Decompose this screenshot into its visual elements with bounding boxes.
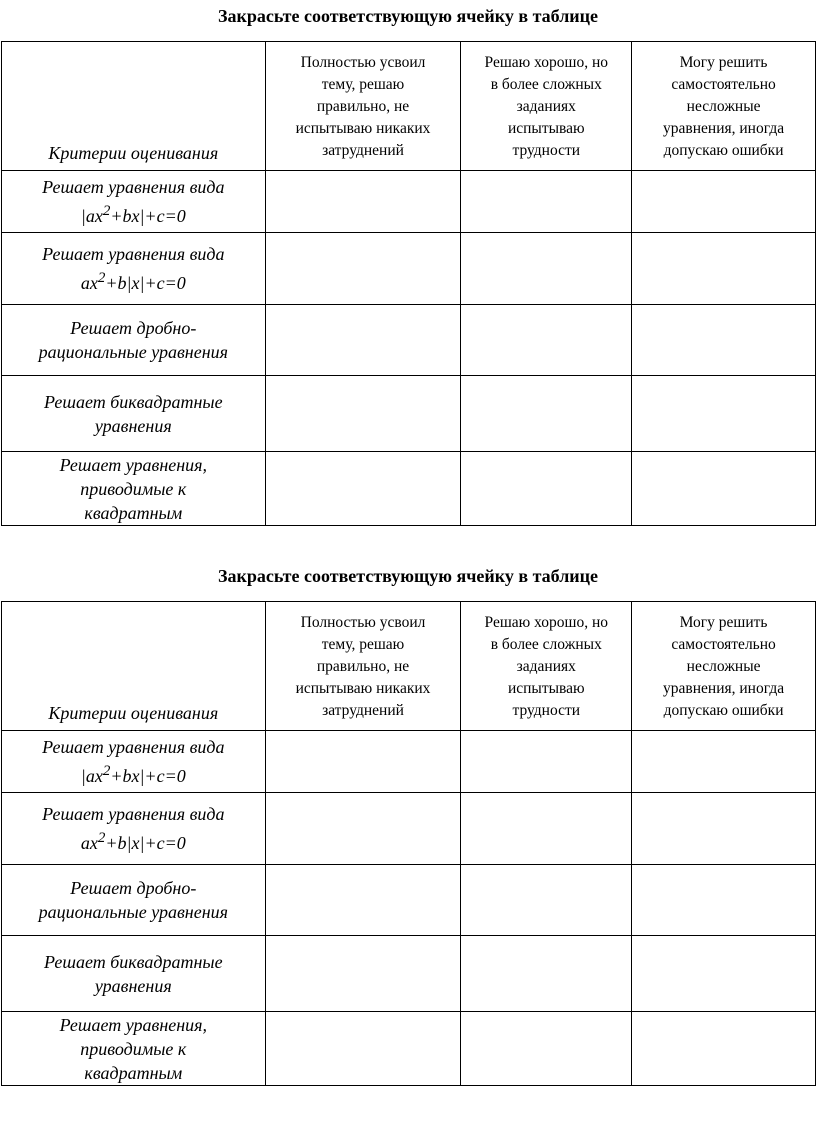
header-line: правильно, не [316, 98, 410, 115]
equation-part: +bx|+c=0 [110, 766, 186, 786]
equation-part: +b|x|+c=0 [105, 833, 186, 853]
mark-cell[interactable] [461, 305, 632, 376]
equation-part: ax [80, 833, 98, 853]
table-row [2, 731, 816, 793]
header-line: допускаю ошибки [663, 702, 784, 719]
column-header-good [461, 602, 632, 731]
table-1-title: Закрасьте соответствующую ячейку в таблице [217, 6, 599, 26]
criterion-cell [2, 731, 266, 793]
criterion-cell [2, 865, 266, 936]
mark-cell[interactable] [265, 452, 461, 526]
header-line: испытываю [507, 680, 585, 697]
criterion-line: квадратным [84, 1062, 183, 1083]
table-2-title: Закрасьте соответствующую ячейку в таблице [217, 566, 599, 586]
header-line: испытываю никаких [295, 680, 431, 697]
criterion-cell [2, 376, 266, 452]
mark-cell[interactable] [461, 936, 632, 1012]
header-line: затруднений [322, 702, 404, 719]
header-line: допускаю ошибки [663, 142, 784, 159]
column-header-basic [632, 602, 816, 731]
criterion-cell [2, 1012, 266, 1086]
mark-cell[interactable] [265, 865, 461, 936]
criterion-line: квадратным [84, 502, 183, 523]
equation-part: |ax [80, 766, 103, 786]
criterion-line: Решает биквадратные [44, 391, 223, 412]
header-line: трудности [512, 142, 581, 159]
header-row [2, 602, 816, 731]
mark-cell[interactable] [632, 731, 816, 793]
header-line: заданиях [516, 98, 576, 115]
mark-cell[interactable] [461, 233, 632, 305]
mark-cell[interactable] [265, 171, 461, 233]
table-row [2, 171, 816, 233]
table-row [2, 1012, 816, 1086]
exponent: 2 [102, 763, 111, 779]
criterion-line: Решает уравнения, [59, 454, 208, 475]
mark-cell[interactable] [265, 793, 461, 865]
criterion-cell [2, 793, 266, 865]
table-row [2, 793, 816, 865]
exponent: 2 [97, 830, 106, 846]
criterion-cell [2, 936, 266, 1012]
exponent: 2 [97, 270, 106, 286]
criterion-line: Решает уравнения вида [42, 804, 225, 824]
mark-cell[interactable] [265, 936, 461, 1012]
criterion-line: Решает биквадратные [44, 951, 223, 972]
mark-cell[interactable] [461, 731, 632, 793]
criterion-cell [2, 452, 266, 526]
mark-cell[interactable] [632, 171, 816, 233]
criterion-line: приводимые к [80, 478, 187, 499]
criterion-line: Решает дробно- [70, 318, 197, 338]
mark-cell[interactable] [632, 305, 816, 376]
mark-cell[interactable] [632, 1012, 816, 1086]
criterion-line: Решает уравнения вида [42, 737, 225, 757]
criteria-header: Критерии оценивания [2, 602, 266, 731]
criterion-cell [2, 171, 266, 233]
criterion-equation [2, 826, 265, 855]
criterion-line: Решает уравнения вида [42, 177, 225, 197]
mark-cell[interactable] [265, 1012, 461, 1086]
criterion-equation [2, 199, 265, 228]
header-line: Полностью усвоил [300, 54, 426, 71]
mark-cell[interactable] [632, 793, 816, 865]
header-line: несложные [686, 658, 761, 675]
mark-cell[interactable] [461, 376, 632, 452]
mark-cell[interactable] [632, 452, 816, 526]
table-row [2, 452, 816, 526]
header-line: Решаю хорошо, но [484, 614, 608, 631]
criterion-line: уравнения [94, 415, 172, 436]
equation-part: ax [80, 273, 98, 293]
assessment-table-1 [1, 41, 816, 526]
header-line: тему, решаю [321, 76, 405, 93]
criterion-line: Решает дробно- [70, 878, 197, 898]
mark-cell[interactable] [461, 171, 632, 233]
header-line: Решаю хорошо, но [484, 54, 608, 71]
column-header-basic [632, 42, 816, 171]
header-row [2, 42, 816, 171]
equation-part: +b|x|+c=0 [105, 273, 186, 293]
column-header-mastered [265, 602, 461, 731]
mark-cell[interactable] [632, 865, 816, 936]
criterion-line: рациональные уравнения [38, 902, 228, 922]
header-line: заданиях [516, 658, 576, 675]
table-row [2, 865, 816, 936]
header-line: испытываю никаких [295, 120, 431, 137]
criterion-line: Решает уравнения, [59, 1014, 208, 1035]
exponent: 2 [102, 203, 111, 219]
header-line: в более сложных [490, 76, 602, 93]
criterion-cell [2, 233, 266, 305]
criterion-line: Решает уравнения вида [42, 244, 225, 264]
header-line: самостоятельно [671, 636, 776, 653]
mark-cell[interactable] [461, 1012, 632, 1086]
criterion-cell [2, 305, 266, 376]
header-line: правильно, не [316, 658, 410, 675]
mark-cell[interactable] [265, 233, 461, 305]
header-line: несложные [686, 98, 761, 115]
mark-cell[interactable] [461, 865, 632, 936]
header-line: трудности [512, 702, 581, 719]
mark-cell[interactable] [632, 936, 816, 1012]
header-line: затруднений [322, 142, 404, 159]
assessment-table-2 [1, 601, 816, 1086]
equation-part: +bx|+c=0 [110, 206, 186, 226]
criterion-line: приводимые к [80, 1038, 187, 1059]
criterion-line: рациональные уравнения [38, 342, 228, 362]
table-row [2, 233, 816, 305]
criterion-equation [2, 759, 265, 788]
header-line: уравнения, иногда [663, 120, 785, 137]
mark-cell[interactable] [632, 233, 816, 305]
mark-cell[interactable] [461, 452, 632, 526]
mark-cell[interactable] [265, 305, 461, 376]
mark-cell[interactable] [265, 731, 461, 793]
table-row [2, 376, 816, 452]
column-header-good [461, 42, 632, 171]
header-line: Полностью усвоил [300, 614, 426, 631]
header-line: уравнения, иногда [663, 680, 785, 697]
mark-cell[interactable] [461, 793, 632, 865]
table-row [2, 936, 816, 1012]
criterion-equation [2, 266, 265, 295]
header-line: Могу решить [679, 54, 768, 71]
header-line: Могу решить [679, 614, 768, 631]
column-header-mastered [265, 42, 461, 171]
header-line: тему, решаю [321, 636, 405, 653]
mark-cell[interactable] [265, 376, 461, 452]
header-line: в более сложных [490, 636, 602, 653]
header-line: испытываю [507, 120, 585, 137]
header-line: самостоятельно [671, 76, 776, 93]
table-row [2, 305, 816, 376]
equation-part: |ax [80, 206, 103, 226]
mark-cell[interactable] [632, 376, 816, 452]
criteria-header: Критерии оценивания [2, 42, 266, 171]
criterion-line: уравнения [94, 975, 172, 996]
